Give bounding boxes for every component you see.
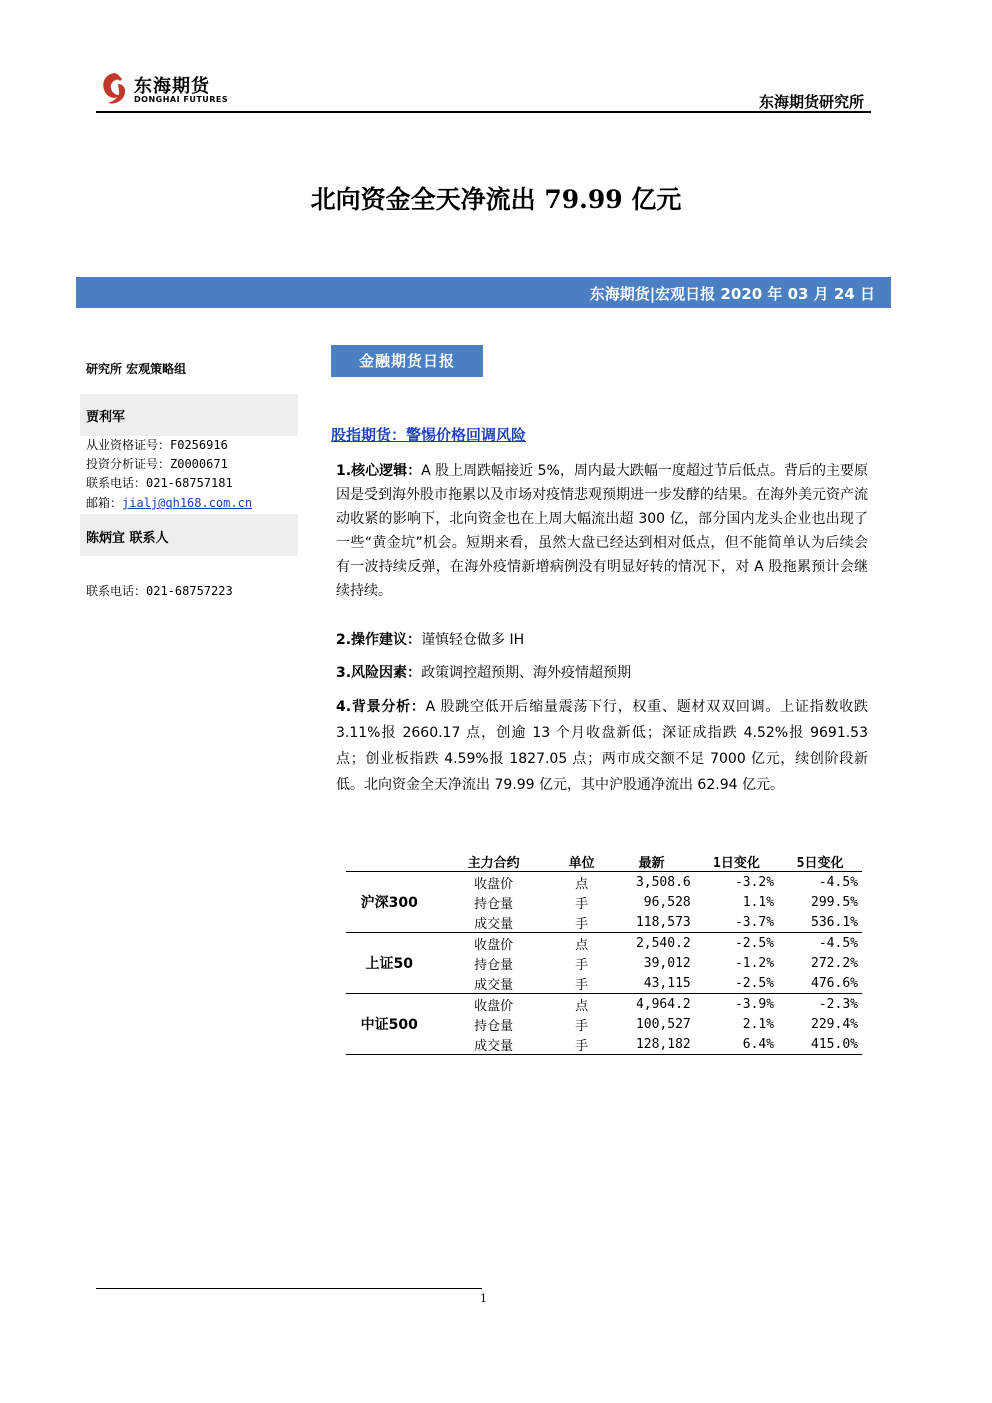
paragraph-risk <box>336 661 868 685</box>
change-1d-cell: -2.5% <box>734 935 775 951</box>
latest-cell: 43,115 <box>608 973 694 994</box>
change-5d-cell: 476.6% <box>778 973 862 994</box>
metric-cell: 收盘价 <box>474 937 514 953</box>
dragon-logo-icon <box>98 70 130 108</box>
table-row <box>346 994 862 1015</box>
banner-text: 东海期货|宏观日报 2020 年 03 月 24 日 <box>589 285 875 303</box>
change-5d-cell: -4.5% <box>818 935 858 951</box>
change-1d-cell: -1.2% <box>734 955 775 971</box>
change-5d-cell: 299.5% <box>811 894 858 910</box>
change-5d-cell: -4.5% <box>818 874 858 890</box>
change-1d-cell: -3.9% <box>734 996 775 1012</box>
paragraph-operation <box>336 628 868 652</box>
unit-cell: 点 <box>575 876 589 892</box>
header-contract: 主力合约 <box>432 852 554 872</box>
change-5d-cell: -2.3% <box>818 996 858 1012</box>
latest-cell: 4,964.2 <box>635 996 691 1012</box>
change-1d-cell: -3.7% <box>695 912 778 933</box>
risk-text: 政策调控超预期、海外疫情超预期 <box>421 665 632 681</box>
unit-cell: 手 <box>555 973 609 994</box>
header-5d-change: 5日变化 <box>778 852 862 872</box>
latest-cell: 39,012 <box>643 955 691 971</box>
change-1d-cell: 1.1% <box>742 894 775 910</box>
header-blank <box>346 852 432 872</box>
futures-table <box>346 852 862 1055</box>
analyst1-qualification: 从业资格证号：F0256916 <box>86 438 228 452</box>
change-5d-cell: 415.0% <box>778 1034 862 1055</box>
metric-cell: 成交量 <box>432 1034 554 1055</box>
background-text: A 股跳空低开后缩量震荡下行，权重、题材双双回调。上证指数收跌 3.11%报 2660.17 点，创逾 13 个月收盘新低；深证成指跌 4.52%报 9691.53 点；创业板指跌 4.59%报 1827.05 点；两市成交额不足 7000 亿元，续创阶段新低。北向资金全天净流出 79.99 亿元，其中沪股通净流出 62.94 亿元。 <box>336 699 868 793</box>
latest-cell: 3,508.6 <box>635 874 691 890</box>
page-number: 1 <box>480 1292 487 1305</box>
institute-name: 东海期货研究所 <box>758 93 864 111</box>
metric-cell: 收盘价 <box>474 876 514 892</box>
header-1d-change: 1日变化 <box>695 852 778 872</box>
paragraph-background <box>336 694 868 798</box>
logo-english-text: DONGHAI FUTURES <box>134 95 229 104</box>
group-name-zz500: 中证500 <box>346 994 432 1055</box>
analyst1-phone: 联系电话：021-68757181 <box>86 476 233 490</box>
group-name-sz50: 上证50 <box>346 933 432 994</box>
metric-cell: 持仓量 <box>474 1018 514 1034</box>
email-label: 邮箱： <box>86 496 123 510</box>
sub-heading: 股指期货：警惕价格回调风险 <box>331 426 527 444</box>
latest-cell: 118,573 <box>608 912 694 933</box>
section-tag: 金融期货日报 <box>331 345 483 377</box>
latest-cell: 96,528 <box>643 894 691 910</box>
change-1d-cell: 2.1% <box>742 1016 775 1032</box>
table-row <box>346 872 862 893</box>
footer-divider <box>96 1288 482 1289</box>
analyst2-name: 陈炳宜 联系人 <box>86 531 169 546</box>
department-label: 研究所 宏观策略组 <box>86 362 187 376</box>
unit-cell: 手 <box>555 912 609 933</box>
header-unit: 单位 <box>555 852 609 872</box>
change-1d-cell: -2.5% <box>695 973 778 994</box>
core-logic-text: A 股上周跌幅接近 5%，周内最大跌幅一度超过节后低点。背后的主要原因是受到海外股市拖累以及市场对疫情悲观预期进一步发酵的结果。在海外美元资产流动收紧的影响下，北向资金也在上周大幅流出超 300 亿，部分国内龙头企业也出现了一些“黄金坑”机会。短期来看，虽然大盘已经达到相对低点，但不能简单认为后续会有一波持续反弹，在海外疫情新增病例没有明显好转的情况下，对 A 股拖累预计会继续持续。 <box>336 463 869 599</box>
metric-cell: 成交量 <box>432 973 554 994</box>
latest-cell: 2,540.2 <box>635 935 691 951</box>
unit-cell: 手 <box>575 957 589 973</box>
metric-cell: 收盘价 <box>474 998 514 1014</box>
unit-cell: 手 <box>555 1034 609 1055</box>
change-5d-cell: 229.4% <box>811 1016 858 1032</box>
unit-cell: 手 <box>575 896 589 912</box>
table-header-row <box>346 852 862 872</box>
header-divider <box>96 111 871 113</box>
metric-cell: 成交量 <box>432 912 554 933</box>
paragraph-core-logic <box>336 459 868 603</box>
latest-cell: 100,527 <box>635 1016 691 1032</box>
report-title: 北向资金全天净流出 79.99 亿元 <box>310 185 682 214</box>
unit-cell: 点 <box>575 937 589 953</box>
header-latest: 最新 <box>608 852 694 872</box>
change-1d-cell: 6.4% <box>695 1034 778 1055</box>
report-banner <box>76 277 891 308</box>
analyst1-email-line <box>86 496 252 510</box>
logo-chinese-text: 东海期货 <box>134 76 210 97</box>
core-logic-label: 1.核心逻辑： <box>336 463 422 479</box>
unit-cell: 点 <box>575 998 589 1014</box>
metric-cell: 持仓量 <box>474 896 514 912</box>
group-name-hs300: 沪深300 <box>346 872 432 933</box>
background-label: 4.背景分析： <box>336 699 426 715</box>
change-5d-cell: 536.1% <box>778 912 862 933</box>
change-1d-cell: -3.2% <box>734 874 775 890</box>
unit-cell: 手 <box>575 1018 589 1034</box>
analyst2-phone: 联系电话：021-68757223 <box>86 584 233 598</box>
operation-label: 2.操作建议： <box>336 632 422 648</box>
metric-cell: 持仓量 <box>474 957 514 973</box>
table-row <box>346 933 862 954</box>
analyst1-name: 贾利军 <box>86 410 126 425</box>
operation-text: 谨慎轻仓做多 IH <box>421 632 525 648</box>
latest-cell: 128,182 <box>608 1034 694 1055</box>
risk-label: 3.风险因素： <box>336 665 422 681</box>
change-5d-cell: 272.2% <box>811 955 858 971</box>
email-link[interactable]: jialj@qh168.com.cn <box>122 496 253 510</box>
analyst1-investment-cert: 投资分析证号：Z0000671 <box>86 457 228 471</box>
donghai-logo <box>98 70 238 110</box>
